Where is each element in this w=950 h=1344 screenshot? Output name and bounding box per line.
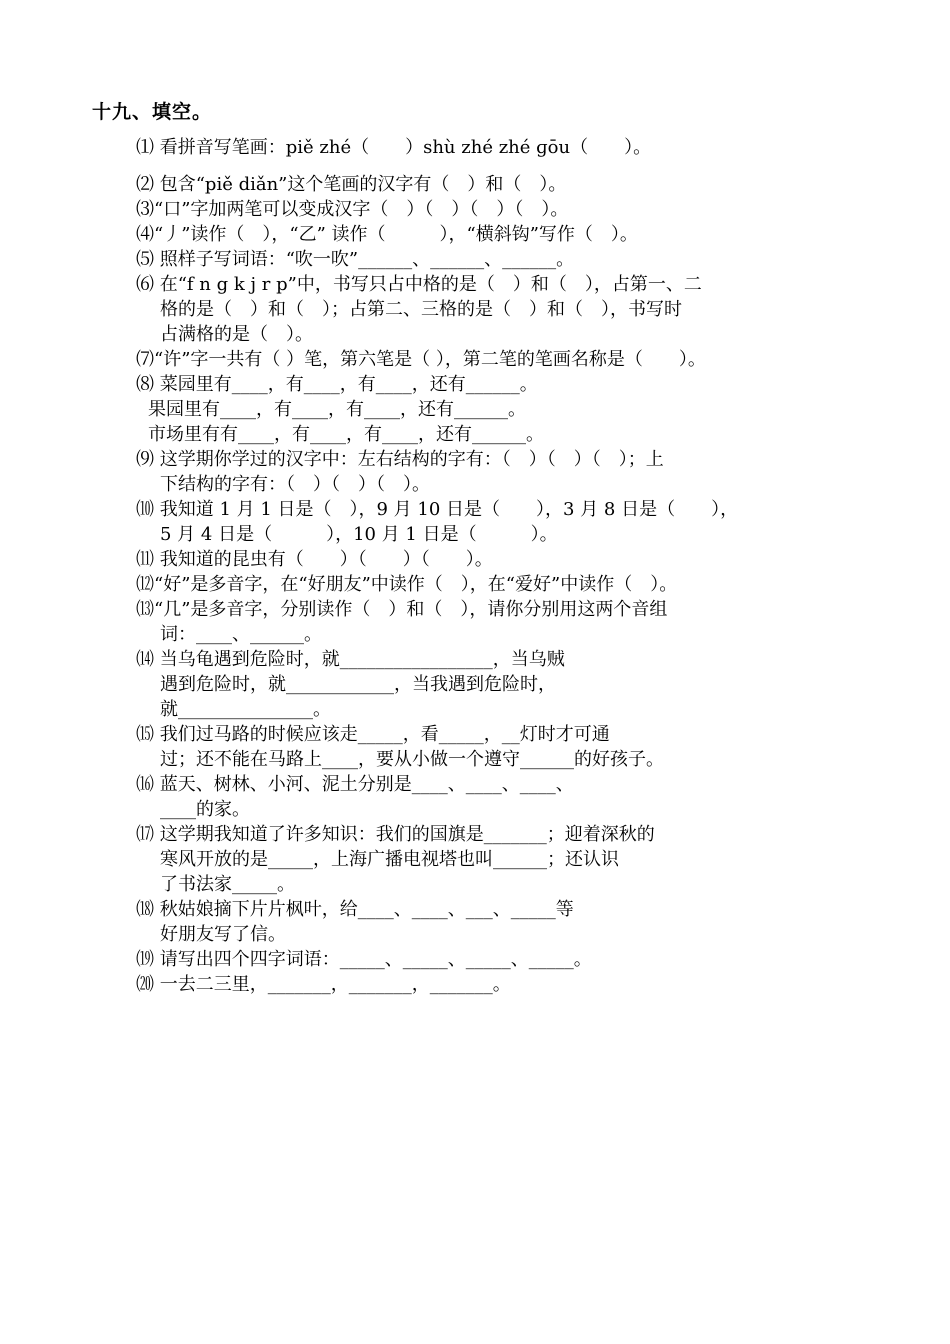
- question-line: ⒄ 这学期我知道了许多知识：我们的国旗是_______；迎着深秋的: [136, 824, 655, 845]
- question-line: ⑻ 菜园里有____，有____，有____，还有______。: [136, 374, 538, 395]
- question-line: ⑸ 照样子写词语：“吹一吹”______、______、______。: [136, 249, 575, 270]
- question-line: ⒇ 一去二三里，_______，_______，_______。: [136, 974, 511, 995]
- question-line: ⑷“丿”读作（ ），“乙” 读作（ ），“横斜钩”写作（ ）。: [136, 224, 638, 245]
- question-line: 过；还不能在马路上____，要从小做一个遵守______的好孩子。: [160, 749, 664, 770]
- question-line: ⑽ 我知道 1 月 1 日是（ ），9 月 10 日是（ ），3 月 8 日是（ ），: [136, 499, 739, 520]
- question-line: ⑶“口”字加两笔可以变成汉字（ ）（ ）（ ）（ ）。: [136, 199, 569, 220]
- question-line: 寒风开放的是_____，上海广播电视塔也叫______；还认识: [160, 849, 619, 870]
- question-line: ⑴ 看拼音写笔画：piě zhé（ ）shù zhé zhé ɡōu（ ）。: [136, 137, 652, 158]
- question-line: 词：____、______。: [160, 624, 322, 645]
- question-line: ⒆ 请写出四个四字词语：_____、_____、_____、_____。: [136, 949, 592, 970]
- question-line: 占满格的是（ ）。: [160, 324, 313, 345]
- question-line: ⑿“好”是多音字，在“好朋友”中读作（ ），在“爱好”中读作（ ）。: [136, 574, 678, 595]
- question-line: ⒂ 我们过马路的时候应该走_____，看_____，__灯时才可通: [136, 724, 610, 745]
- question-line: 下结构的字有：（ ）（ ）（ ）。: [160, 474, 430, 495]
- question-line: ⑺“许”字一共有（ ）笔，第六笔是（ ），第二笔的笔画名称是（ ）。: [136, 349, 706, 370]
- question-line: 遇到危险时，就____________，当我遇到危险时，: [160, 674, 556, 695]
- question-line: 好朋友写了信。: [160, 924, 286, 945]
- question-line: ⒅ 秋姑娘摘下片片枫叶，给____、____、___、_____等: [136, 899, 574, 920]
- question-line: ⑼ 这学期你学过的汉字中：左右结构的字有：（ ）（ ）（ ）；上: [136, 449, 664, 470]
- question-line: 就_______________。: [160, 699, 331, 720]
- question-line: ____的家。: [160, 799, 250, 820]
- section-title: 十九、填空。: [92, 101, 213, 123]
- question-line: ⑹ 在“f n g k j r p”中，书写只占中格的是（ ）和（ ），占第一、二: [136, 274, 702, 295]
- question-line: ⒃ 蓝天、树林、小河、泥土分别是____、____、____、: [136, 774, 574, 795]
- question-line: 果园里有____，有____，有____，还有______。: [148, 399, 526, 420]
- question-line: ⑵ 包含“piě diǎn”这个笔画的汉字有（ ）和（ ）。: [136, 174, 567, 195]
- question-line: 5 月 4 日是（ ），10 月 1 日是（ ）。: [160, 524, 558, 545]
- question-line: 了书法家_____。: [160, 874, 295, 895]
- question-line: ⒀“几”是多音字，分别读作（ ）和（ ），请你分别用这两个音组: [136, 599, 668, 620]
- question-line: ⒁ 当乌龟遇到危险时，就_________________，当乌贼: [136, 649, 565, 670]
- question-line: 格的是（ ）和（ ）；占第二、三格的是（ ）和（ ），书写时: [160, 299, 682, 320]
- question-line: 市场里有有____，有____，有____，还有______。: [148, 424, 544, 445]
- question-line: ⑾ 我知道的昆虫有（ ）（ ）（ ）。: [136, 549, 493, 570]
